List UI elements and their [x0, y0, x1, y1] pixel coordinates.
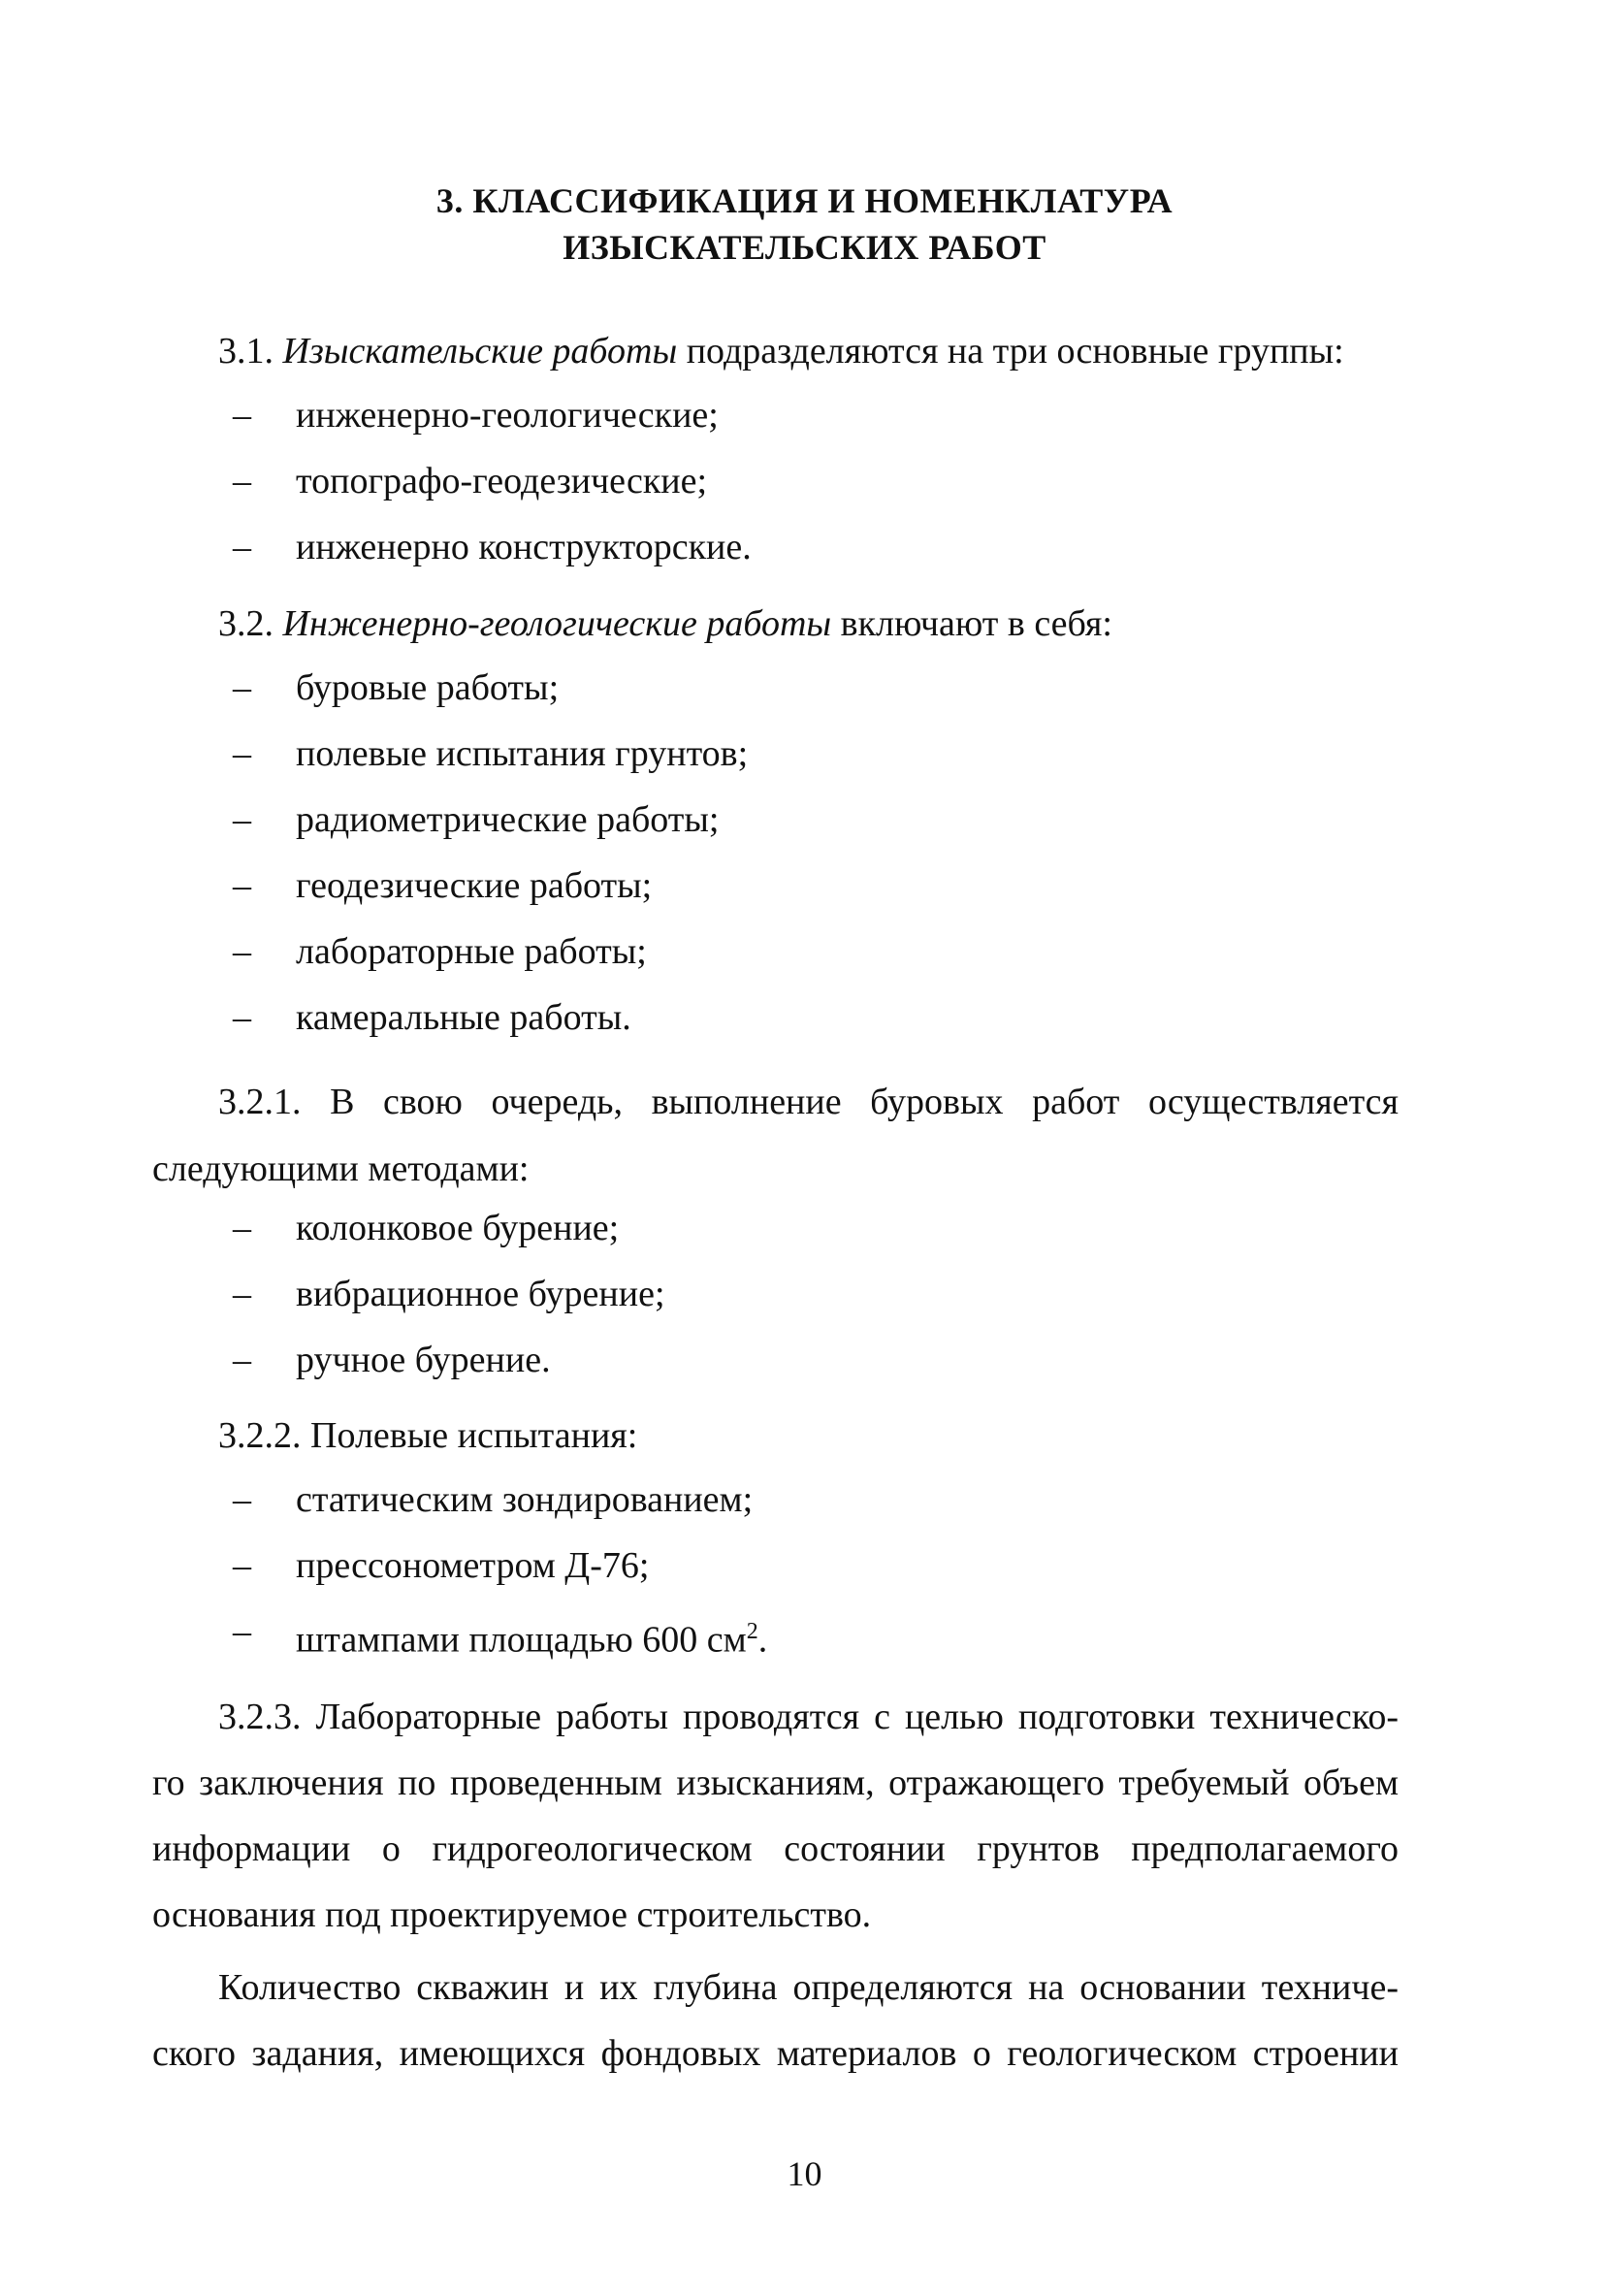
list-item-text: буровые работы;: [296, 667, 560, 708]
superscript: 2: [746, 1619, 758, 1644]
list-item: [233, 929, 748, 995]
dash-mark: –: [233, 865, 251, 906]
list-item: [233, 1338, 665, 1404]
dash-mark: –: [233, 1274, 251, 1314]
final-paragraph: [152, 1955, 1399, 2086]
page-number: 10: [787, 2154, 822, 2193]
paragraph-line: ского задания, имеющихся фондовых материалов о геологическом строении: [152, 2033, 1399, 2074]
section-3-2-number: 3.2.: [218, 603, 274, 644]
dash-mark: –: [233, 997, 251, 1038]
dash-mark: –: [233, 1611, 251, 1652]
section-3-2-3-paragraph: [152, 1684, 1399, 1948]
section-3-1-number: 3.1.: [218, 331, 274, 372]
list-item-tail: .: [757, 1619, 768, 1661]
list-item: [233, 995, 748, 1061]
dash-mark: –: [233, 395, 251, 436]
list-item-text: радиометрические работы;: [296, 799, 720, 840]
paragraph-line: информации о гидрогеологическом состоянии грунтов предполагаемого: [152, 1828, 1399, 1869]
heading-line-1: 3. КЛАССИФИКАЦИЯ И НОМЕНКЛАТУРА: [435, 181, 1174, 220]
list-item: [233, 525, 752, 591]
section-3-2-2-list: [233, 1477, 767, 1675]
paragraph-line: 3.2.3. Лабораторные работы проводятся с целью подготовки техническо-: [218, 1697, 1399, 1737]
section-3-2-list: [233, 665, 748, 1061]
list-item-text: инженерно конструкторские.: [296, 527, 752, 567]
list-item-text: топографо-геодезические;: [296, 461, 708, 501]
dash-mark: –: [233, 1340, 251, 1380]
section-3-2-italic: Инженерно-геологические работы: [282, 603, 832, 644]
dash-mark: –: [233, 1479, 251, 1520]
section-3-1-italic: Изыскательские работы: [282, 331, 678, 372]
list-item: [233, 393, 752, 459]
dash-mark: –: [233, 1208, 251, 1248]
paragraph-line: го заключения по проведенным изысканиям, отражающего требуемый объем: [152, 1762, 1399, 1803]
section-heading: [0, 178, 1609, 270]
section-3-2-1-list: [233, 1206, 665, 1404]
heading-line-2: ИЗЫСКАТЕЛЬСКИХ РАБОТ: [563, 228, 1046, 267]
list-item-text: статическим зондированием;: [296, 1479, 754, 1520]
section-3-2-2-title: 3.2.2. Полевые испытания:: [218, 1415, 638, 1456]
dash-mark: –: [233, 527, 251, 567]
section-3-1-title: [218, 329, 1344, 373]
section-3-1-rest: подразделяются на три основные группы:: [686, 331, 1344, 372]
list-item-text: прессонометром Д-76;: [296, 1545, 650, 1586]
dash-mark: –: [233, 931, 251, 972]
list-item: [233, 863, 748, 929]
dash-mark: –: [233, 461, 251, 501]
list-item-text: лабораторные работы;: [296, 931, 647, 972]
list-item: [233, 1272, 665, 1338]
section-3-2-1-paragraph: [152, 1069, 1399, 1203]
dash-mark: –: [233, 733, 251, 774]
list-item-text: полевые испытания грунтов;: [296, 733, 749, 774]
list-item-text: инженерно-геологические;: [296, 395, 719, 436]
dash-mark: –: [233, 1545, 251, 1586]
paragraph-line: основания под проектируемое строительство.: [152, 1894, 872, 1935]
section-3-2-title: [218, 601, 1112, 646]
list-item: [233, 797, 748, 863]
list-item-text: колонковое бурение;: [296, 1208, 620, 1248]
paragraph-line: следующими методами:: [152, 1148, 530, 1189]
dash-mark: –: [233, 667, 251, 708]
list-item: [233, 1543, 767, 1609]
dash-mark: –: [233, 799, 251, 840]
list-item: [233, 665, 748, 731]
list-item-text: камеральные работы.: [296, 997, 631, 1038]
list-item-text: штампами площадью 600 см: [296, 1619, 747, 1661]
section-3-2-rest: включают в себя:: [840, 603, 1112, 644]
paragraph-line: Количество скважин и их глубина определяются на основании техниче-: [218, 1967, 1399, 2008]
list-item-text: геодезические работы;: [296, 865, 653, 906]
list-item: [233, 731, 748, 797]
list-item-text: вибрационное бурение;: [296, 1274, 665, 1314]
section-3-1-list: [233, 393, 752, 591]
list-item: [233, 1477, 767, 1543]
list-item-text: ручное бурение.: [296, 1340, 551, 1380]
paragraph-line: 3.2.1. В свою очередь, выполнение буровых работ осуществляется: [218, 1082, 1399, 1122]
list-item: [233, 1206, 665, 1272]
list-item: [233, 1609, 767, 1675]
list-item: [233, 459, 752, 525]
